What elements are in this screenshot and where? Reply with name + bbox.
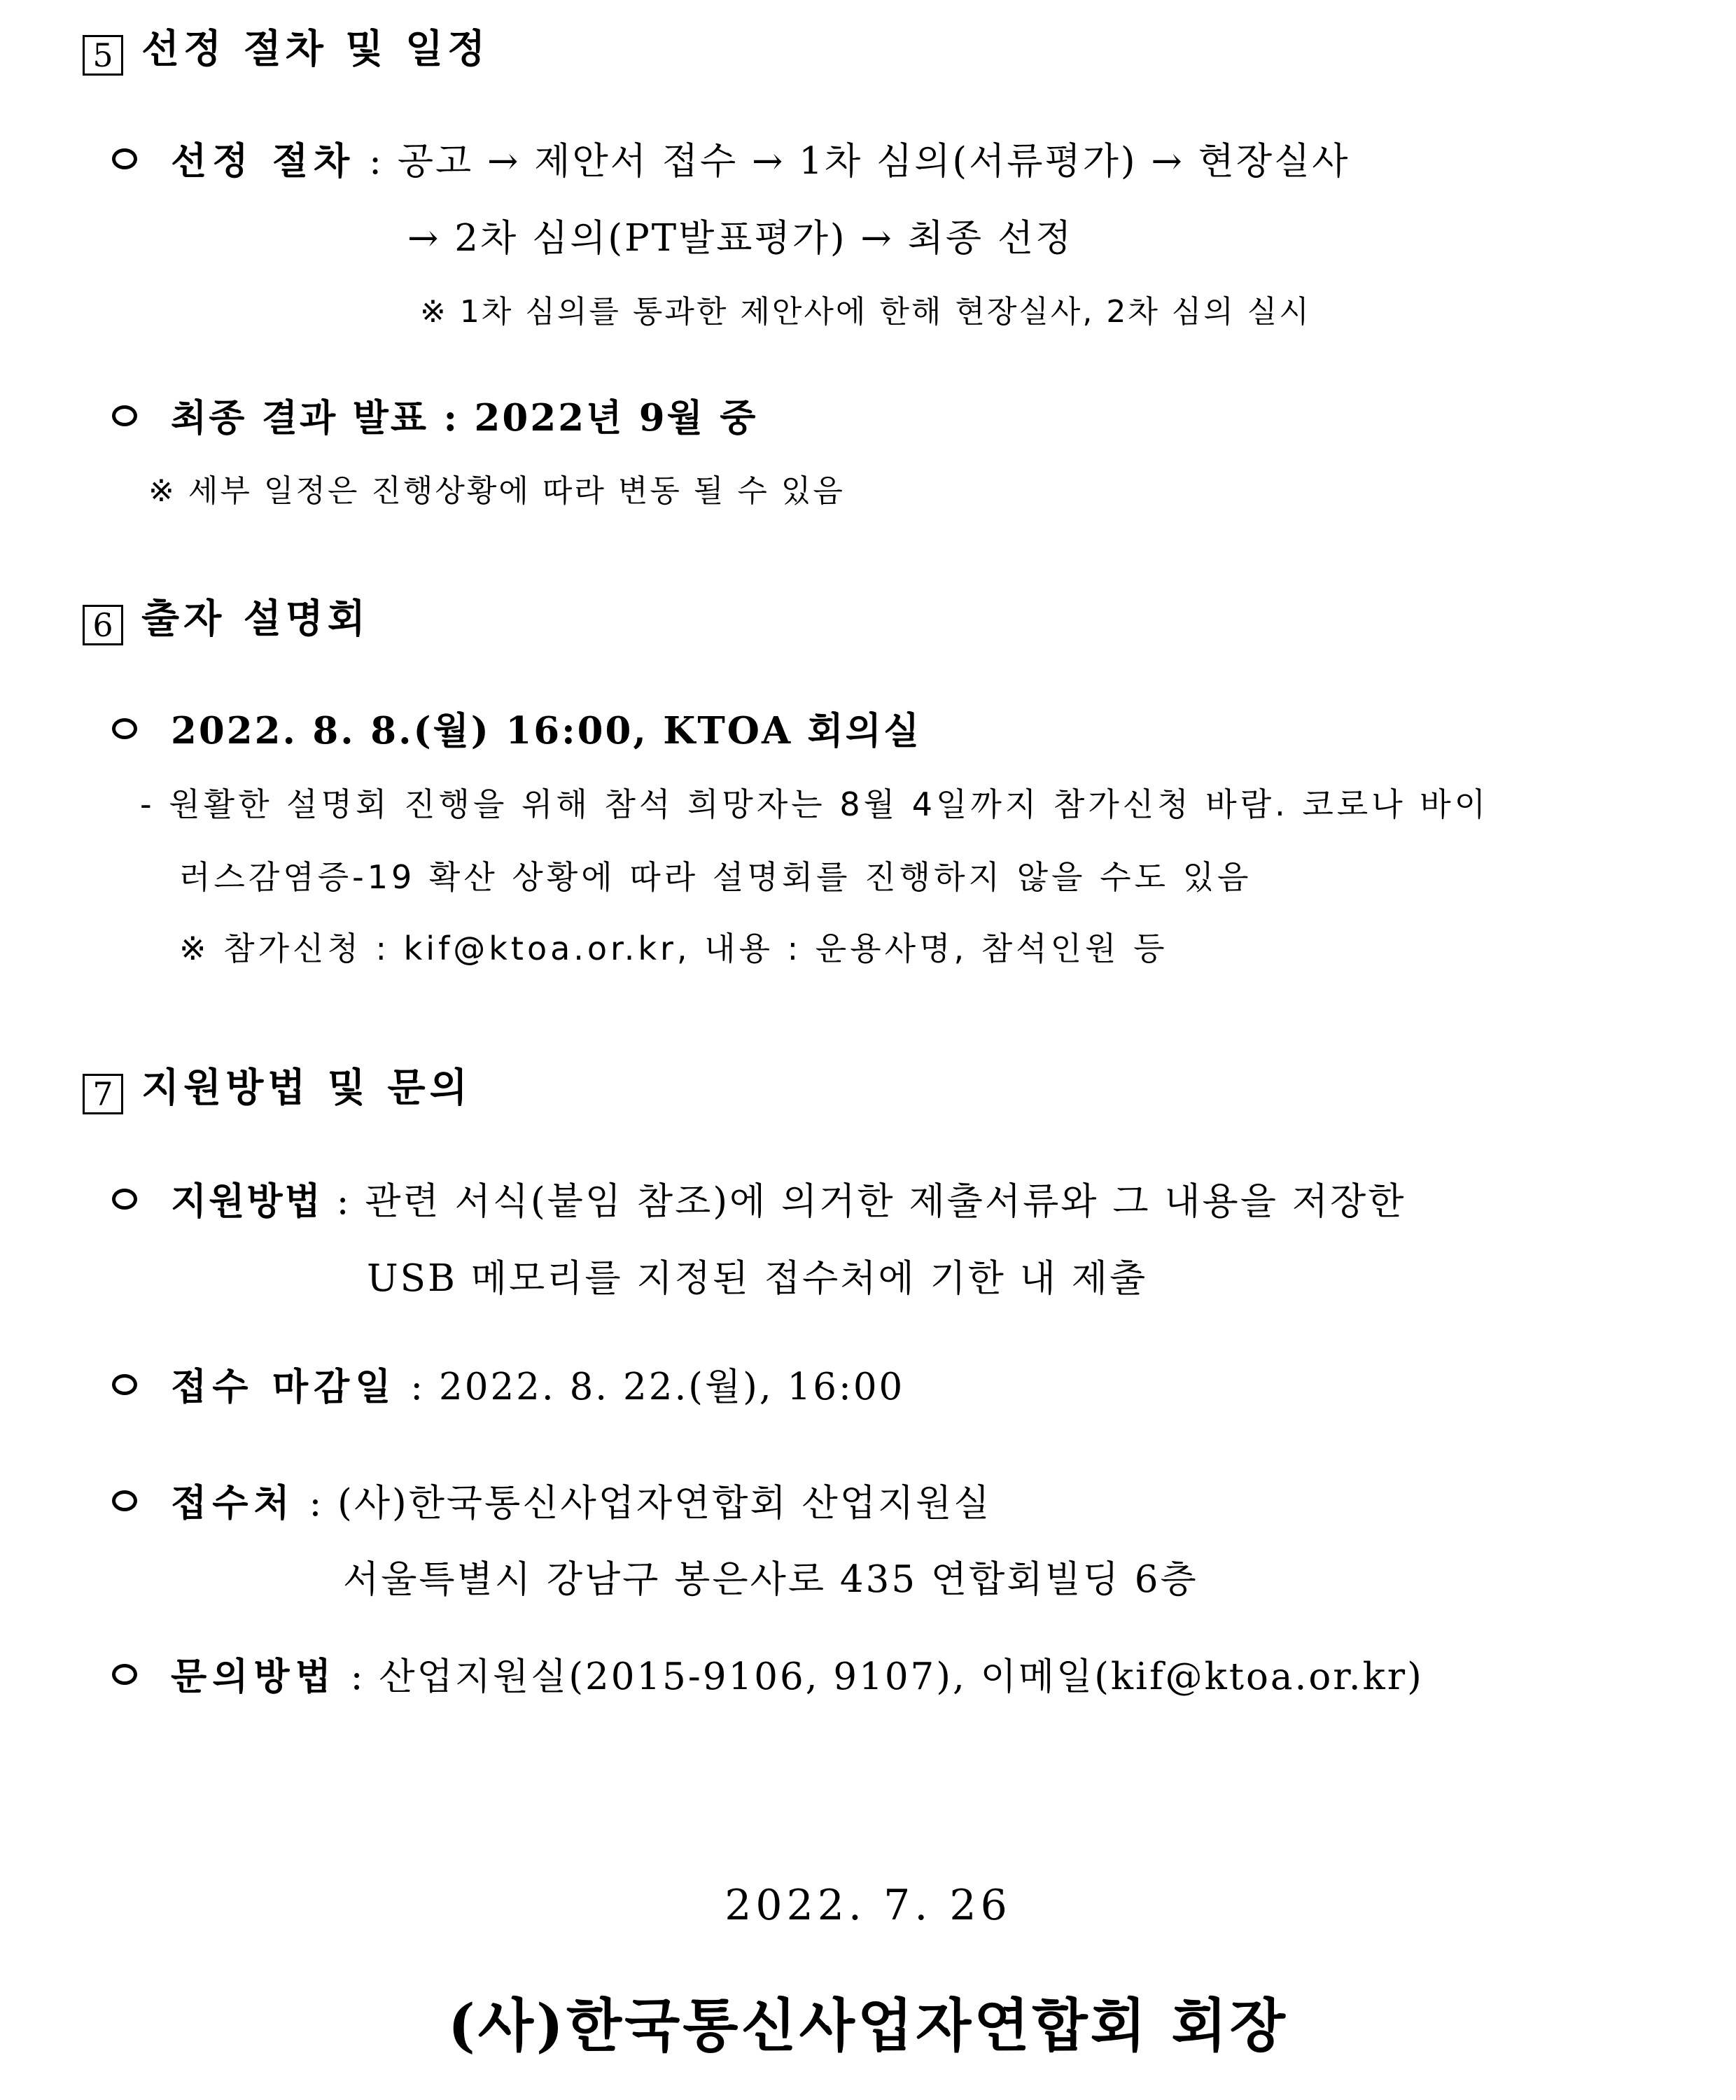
item-value: 공고 → 제안서 접수 → 1차 심의(서류평가) → 현장실사 <box>397 140 1350 183</box>
schedule-note: ※ 세부 일정은 진행상황에 따라 변동 될 수 있음 <box>148 473 845 509</box>
section-number-box: 5 <box>83 35 123 76</box>
item-label: 지원방법 <box>171 1180 323 1223</box>
issuer-name: (사)한국통신사업자연합회 회장 <box>448 1992 1288 2059</box>
item-value: 2022. 8. 8.(월) 16:00, KTOA 회의실 <box>171 709 922 752</box>
item-separator: : <box>396 1366 440 1408</box>
section-title: 선정 절차 및 일정 <box>141 26 490 72</box>
item-label: 선정 절차 <box>171 139 356 183</box>
briefing-registration-note: ※ 참가신청 : kif@ktoa.or.kr, 내용 : 운용사명, 참석인원 등 <box>179 930 1168 967</box>
item-value: 관련 서식(붙임 참조)에 의거한 제출서류와 그 내용을 저장한 <box>365 1180 1406 1223</box>
circle-bullet-icon <box>112 1189 137 1210</box>
section-number-box: 7 <box>83 1074 123 1114</box>
item-label: 접수처 <box>171 1481 295 1525</box>
circle-bullet-icon <box>112 718 137 739</box>
item-value: 2022. 8. 22.(월), 16:00 <box>439 1366 905 1408</box>
submission-place-item <box>112 1481 992 1525</box>
contact-item <box>112 1655 1424 1698</box>
item-value: (사)한국통신사업자연합회 산업지원실 <box>337 1482 992 1525</box>
section-5-heading <box>83 26 490 76</box>
selection-procedure-note: ※ 1차 심의를 통과한 제안사에 한해 현장실사, 2차 심의 실시 <box>420 294 1311 330</box>
item-separator: : <box>336 1656 379 1698</box>
section-title: 지원방법 및 문의 <box>141 1065 472 1111</box>
item-value: 최종 결과 발표 : 2022년 9월 중 <box>171 396 758 440</box>
section-number-box: 6 <box>83 605 123 645</box>
briefing-description-line2: 러스감염증-19 확산 상황에 따라 설명회를 진행하지 않을 수도 있음 <box>179 858 1252 896</box>
section-7-heading <box>83 1065 472 1114</box>
item-separator: : <box>355 140 398 183</box>
circle-bullet-icon <box>112 1490 137 1511</box>
item-label: 접수 마감일 <box>171 1365 397 1408</box>
deadline-item <box>112 1365 905 1408</box>
document-date: 2022. 7. 26 <box>724 1881 1011 1930</box>
application-method-line2: USB 메모리를 지정된 접수처에 기한 내 제출 <box>367 1257 1148 1300</box>
submission-place-address: 서울특별시 강남구 봉은사로 435 연합회빌딩 6층 <box>343 1558 1198 1601</box>
selection-procedure-line2: → 2차 심의(PT발표평가) → 최종 선정 <box>407 217 1074 260</box>
selection-procedure-item <box>112 139 1350 183</box>
circle-bullet-icon <box>112 148 137 169</box>
item-separator: : <box>322 1180 365 1223</box>
section-6-heading <box>83 596 370 645</box>
item-separator: : <box>295 1482 338 1525</box>
section-title: 출자 설명회 <box>141 596 370 642</box>
final-result-item <box>112 396 758 440</box>
application-method-item <box>112 1180 1406 1223</box>
briefing-description-line1: - 원활한 설명회 진행을 위해 참석 희망자는 8월 4일까지 참가신청 바람. 코로나 바이 <box>140 785 1490 823</box>
circle-bullet-icon <box>112 1664 137 1685</box>
item-value: 산업지원실(2015-9106, 9107), 이메일(kif@ktoa.or.kr) <box>379 1656 1424 1698</box>
item-label: 문의방법 <box>171 1655 337 1698</box>
circle-bullet-icon <box>112 405 137 426</box>
circle-bullet-icon <box>112 1374 137 1395</box>
briefing-event-item <box>112 709 922 752</box>
